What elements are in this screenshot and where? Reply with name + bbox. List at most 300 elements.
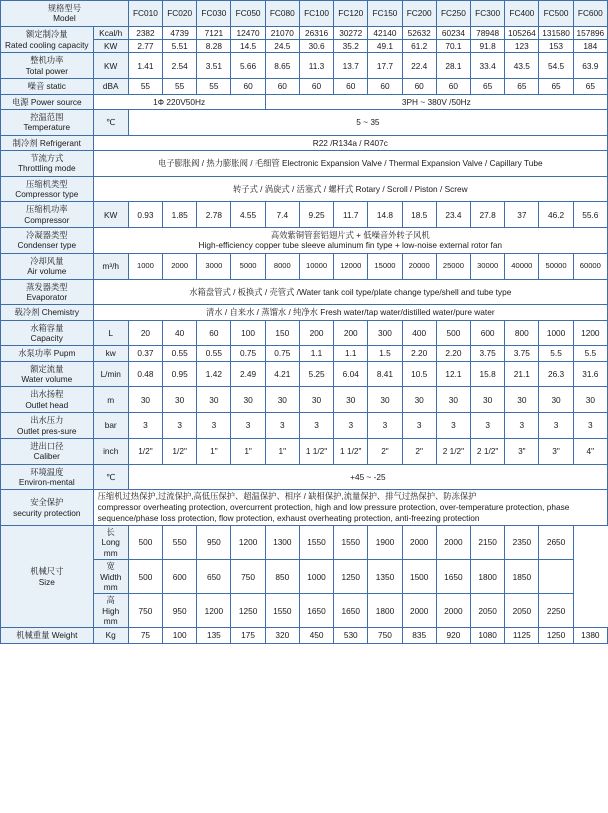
unit-cell: Kg xyxy=(93,628,128,643)
row-label-water-capacity: 水箱容量 Capacity xyxy=(1,320,94,346)
value-cell: 1000 xyxy=(128,253,162,279)
model-cell: FC300 xyxy=(471,1,505,27)
value-cell: 91.8 xyxy=(471,40,505,53)
row-label-water-pump: 水泵功率 Pupm xyxy=(1,346,94,361)
model-cell: FC080 xyxy=(265,1,299,27)
value-cell: 1650 xyxy=(436,560,470,594)
value-cell: 40000 xyxy=(505,253,539,279)
value-cell: 1200 xyxy=(231,526,265,560)
value-cell: 1300 xyxy=(265,526,299,560)
value-cell: 61.2 xyxy=(402,40,436,53)
value-cell: 60 xyxy=(402,79,436,94)
value-cell: 43.5 xyxy=(505,53,539,79)
value-cell: 3 xyxy=(265,413,299,439)
value-cell: 0.55 xyxy=(197,346,231,361)
value-cell: 42140 xyxy=(368,26,402,39)
value-cell: 750 xyxy=(128,594,162,628)
value-cell: 60 xyxy=(334,79,368,94)
row-label-condenser-type: 冷凝器类型 Condenser type xyxy=(1,228,94,254)
value-cell: 24.5 xyxy=(265,40,299,53)
value-cell: 105264 xyxy=(505,26,539,39)
value-cell: 78948 xyxy=(471,26,505,39)
value-cell: 26.3 xyxy=(539,361,573,387)
row-label-compressor-type: 压缩机类型 Compressor type xyxy=(1,176,94,202)
value-cell: 30 xyxy=(163,387,197,413)
value-cell: 55 xyxy=(197,79,231,94)
value-cell: 30 xyxy=(368,387,402,413)
row-label-power-source: 电源 Power source xyxy=(1,94,94,109)
value-cell: 150 xyxy=(265,320,299,346)
row-label-rated-cooling-capacity: 额定制冷量 Rated cooling capacity xyxy=(1,26,94,53)
value-cell: 33.4 xyxy=(471,53,505,79)
value-cell: 1380 xyxy=(573,628,607,643)
value-cell: 920 xyxy=(436,628,470,643)
condenser-type-value: 高效紫铜管套铝翅片式 + 低噪音外转子风机 High-efficiency copper tube sleeve aluminum fin type + low-noise external rotor fan xyxy=(93,228,607,254)
table-row-size-long xyxy=(1,526,608,560)
value-cell: 2050 xyxy=(471,594,505,628)
model-cell: FC100 xyxy=(299,1,333,27)
value-cell: 35.2 xyxy=(334,40,368,53)
unit-cell-high: 高 High mm xyxy=(93,594,128,628)
unit-cell: Kcal/h xyxy=(93,26,128,39)
table-row-water-volume xyxy=(1,361,608,387)
value-cell: 水箱盘管式 / 板换式 / 壳管式 /Water tank coil type/plate change type/shell and tube type xyxy=(93,279,607,305)
value-cell: 3 xyxy=(231,413,265,439)
value-cell: 11.3 xyxy=(299,53,333,79)
value-cell: 60 xyxy=(197,320,231,346)
value-cell: 60 xyxy=(436,79,470,94)
value-cell: 0.95 xyxy=(163,361,197,387)
value-cell: 49.1 xyxy=(368,40,402,53)
value-cell: 18.5 xyxy=(402,202,436,228)
unit-cell-long: 长 Long mm xyxy=(93,526,128,560)
value-cell: 2000 xyxy=(163,253,197,279)
value-cell: 60 xyxy=(299,79,333,94)
value-cell: 65 xyxy=(573,79,607,94)
value-cell: 2650 xyxy=(539,526,573,560)
value-cell: 2350 xyxy=(505,526,539,560)
row-label-outlet-pressure: 出水压力 Outlet pres-sure xyxy=(1,413,94,439)
value-cell: 30 xyxy=(402,387,436,413)
value-cell: 1.42 xyxy=(197,361,231,387)
value-cell: 1.1 xyxy=(299,346,333,361)
value-cell: 1000 xyxy=(299,560,333,594)
value-cell: 6.04 xyxy=(334,361,368,387)
table-row-cooling-kcal xyxy=(1,26,608,39)
row-label-water-volume: 额定流量 Water volume xyxy=(1,361,94,387)
value-cell: 30 xyxy=(231,387,265,413)
value-cell: 23.4 xyxy=(436,202,470,228)
value-cell: 3 xyxy=(368,413,402,439)
value-cell: 1800 xyxy=(471,560,505,594)
value-cell: 400 xyxy=(402,320,436,346)
value-cell: 1.1 xyxy=(334,346,368,361)
table-row-noise xyxy=(1,79,608,94)
table-row-condenser-type xyxy=(1,228,608,254)
row-label-control-temperature: 控温范围 Temperature xyxy=(1,109,94,135)
value-cell: 21070 xyxy=(265,26,299,39)
value-cell: 1.5 xyxy=(368,346,402,361)
value-cell: 1200 xyxy=(573,320,607,346)
table-row-compressor-power xyxy=(1,202,608,228)
row-label-refrigerant: 制冷剂 Refrigerant xyxy=(1,135,94,150)
value-cell: 30 xyxy=(128,387,162,413)
value-cell: 157896 xyxy=(573,26,607,39)
value-cell: 20000 xyxy=(402,253,436,279)
value-cell: 5 ~ 35 xyxy=(128,109,607,135)
value-cell: 750 xyxy=(368,628,402,643)
value-cell: 37 xyxy=(505,202,539,228)
value-cell: 5.25 xyxy=(299,361,333,387)
model-cell: FC200 xyxy=(402,1,436,27)
value-cell: 55.6 xyxy=(573,202,607,228)
value-cell: 65 xyxy=(471,79,505,94)
value-cell: 4.55 xyxy=(231,202,265,228)
value-cell: 1500 xyxy=(402,560,436,594)
value-cell: 2000 xyxy=(436,526,470,560)
value-cell: 1850 xyxy=(505,560,539,594)
unit-cell: KW xyxy=(93,53,128,79)
unit-cell: dBA xyxy=(93,79,128,94)
value-cell: 30000 xyxy=(471,253,505,279)
value-cell: 13.7 xyxy=(334,53,368,79)
models-header: 规格型号 Model xyxy=(1,1,129,27)
model-cell: FC600 xyxy=(573,1,607,27)
value-cell: 1.41 xyxy=(128,53,162,79)
value-cell: 1650 xyxy=(299,594,333,628)
value-cell: 2000 xyxy=(402,526,436,560)
value-cell: 1/2" xyxy=(128,438,162,464)
value-cell: 450 xyxy=(299,628,333,643)
value-cell: 8.28 xyxy=(197,40,231,53)
value-cell: 2.49 xyxy=(231,361,265,387)
unit-cell: m xyxy=(93,387,128,413)
model-cell: FC400 xyxy=(505,1,539,27)
model-cell: FC020 xyxy=(163,1,197,27)
row-label-compressor-power: 压缩机功率 Compressor xyxy=(1,202,94,228)
value-cell: 1" xyxy=(265,438,299,464)
value-cell: 200 xyxy=(299,320,333,346)
table-row-total-power xyxy=(1,53,608,79)
value-cell: 1200 xyxy=(197,594,231,628)
value-cell: 3 xyxy=(471,413,505,439)
value-cell: 转子式 / 涡旋式 / 活塞式 / 螺杆式 Rotary / Scroll / Piston / Screw xyxy=(93,176,607,202)
value-cell: 4.21 xyxy=(265,361,299,387)
value-cell: 175 xyxy=(231,628,265,643)
value-cell: 153 xyxy=(539,40,573,53)
value-cell: 200 xyxy=(334,320,368,346)
value-cell: 20 xyxy=(128,320,162,346)
value-cell: 31.6 xyxy=(573,361,607,387)
value-cell: 14.5 xyxy=(231,40,265,53)
value-cell: 2000 xyxy=(436,594,470,628)
value-cell: 1000 xyxy=(539,320,573,346)
value-cell: 3 xyxy=(436,413,470,439)
value-cell: 4" xyxy=(573,438,607,464)
value-cell: 1080 xyxy=(471,628,505,643)
value-cell: 0.55 xyxy=(163,346,197,361)
value-cell: 2050 xyxy=(505,594,539,628)
value-cell: 7.4 xyxy=(265,202,299,228)
value-cell: 15000 xyxy=(368,253,402,279)
unit-cell: m³/h xyxy=(93,253,128,279)
value-cell: 电子膨胀阀 / 热力膨胀阀 / 毛细管 Electronic Expansion Valve / Thermal Expansion Valve / Capillary Tube xyxy=(93,150,607,176)
table-row-refrigerant xyxy=(1,135,608,150)
table-row-security-protection xyxy=(1,490,608,526)
value-cell: 1650 xyxy=(334,594,368,628)
value-cell: 550 xyxy=(163,526,197,560)
table-row-outlet-pressure xyxy=(1,413,608,439)
value-cell: 30 xyxy=(197,387,231,413)
value-cell: 1" xyxy=(197,438,231,464)
value-cell: 2250 xyxy=(539,594,573,628)
value-cell: 2.54 xyxy=(163,53,197,79)
value-cell: 1 1/2" xyxy=(299,438,333,464)
unit-cell: KW xyxy=(93,40,128,53)
table-row-water-pump xyxy=(1,346,608,361)
value-cell: 2" xyxy=(368,438,402,464)
value-cell: 12470 xyxy=(231,26,265,39)
value-cell: 11.7 xyxy=(334,202,368,228)
value-cell: 30 xyxy=(573,387,607,413)
value-cell: 27.8 xyxy=(471,202,505,228)
value-cell: 600 xyxy=(163,560,197,594)
value-cell: 50000 xyxy=(539,253,573,279)
row-label-security-protection: 安全保护 security protection xyxy=(1,490,94,526)
value-cell: 5.66 xyxy=(231,53,265,79)
value-cell: 60 xyxy=(231,79,265,94)
value-cell: 1" xyxy=(231,438,265,464)
unit-cell: KW xyxy=(93,202,128,228)
value-cell: 3 xyxy=(402,413,436,439)
value-cell: 60234 xyxy=(436,26,470,39)
value-cell: 12000 xyxy=(334,253,368,279)
value-cell: 70.1 xyxy=(436,40,470,53)
unit-cell: L xyxy=(93,320,128,346)
row-label-total-power: 整机功率 Total power xyxy=(1,53,94,79)
value-cell: R22 /R134a / R407c xyxy=(93,135,607,150)
value-cell: 123 xyxy=(505,40,539,53)
value-cell: 1 1/2" xyxy=(334,438,368,464)
value-cell: 30272 xyxy=(334,26,368,39)
value-cell: 8.41 xyxy=(368,361,402,387)
value-cell: 17.7 xyxy=(368,53,402,79)
value-cell: 131580 xyxy=(539,26,573,39)
value-cell xyxy=(539,560,573,594)
value-cell: 30 xyxy=(539,387,573,413)
value-cell: 5.5 xyxy=(539,346,573,361)
value-cell: +45 ~ -25 xyxy=(128,464,607,490)
value-cell: 3000 xyxy=(197,253,231,279)
value-cell: 300 xyxy=(368,320,402,346)
value-cell: 3.75 xyxy=(505,346,539,361)
value-cell: 1550 xyxy=(299,526,333,560)
row-label-throttling: 节流方式 Throttling mode xyxy=(1,150,94,176)
value-cell: 100 xyxy=(163,628,197,643)
value-cell: 1.85 xyxy=(163,202,197,228)
value-cell: 3 xyxy=(197,413,231,439)
value-cell: 15.8 xyxy=(471,361,505,387)
value-cell: 63.9 xyxy=(573,53,607,79)
value-cell: 9.25 xyxy=(299,202,333,228)
value-cell: 8000 xyxy=(265,253,299,279)
value-cell: 500 xyxy=(436,320,470,346)
value-cell: 3.75 xyxy=(471,346,505,361)
table-row-air-volume xyxy=(1,253,608,279)
value-cell: 52632 xyxy=(402,26,436,39)
value-cell: 3.51 xyxy=(197,53,231,79)
value-cell: 500 xyxy=(128,560,162,594)
value-cell: 5.5 xyxy=(573,346,607,361)
value-cell: 30 xyxy=(471,387,505,413)
model-cell: FC050 xyxy=(231,1,265,27)
model-cell: FC250 xyxy=(436,1,470,27)
value-cell: 2382 xyxy=(128,26,162,39)
unit-cell: ℃ xyxy=(93,464,128,490)
row-label-noise: 噪音 static xyxy=(1,79,94,94)
value-cell: 3" xyxy=(539,438,573,464)
value-cell: 750 xyxy=(231,560,265,594)
value-cell: 4739 xyxy=(163,26,197,39)
value-cell: 21.1 xyxy=(505,361,539,387)
value-cell: 22.4 xyxy=(402,53,436,79)
value-cell: 30 xyxy=(436,387,470,413)
model-cell: FC010 xyxy=(128,1,162,27)
power-source-single-phase: 1Ф 220V50Hz xyxy=(93,94,265,109)
value-cell: 30 xyxy=(265,387,299,413)
value-cell: 3 xyxy=(505,413,539,439)
value-cell: 65 xyxy=(539,79,573,94)
value-cell: 3 xyxy=(128,413,162,439)
unit-cell: bar xyxy=(93,413,128,439)
value-cell: 1350 xyxy=(368,560,402,594)
value-cell: 8.65 xyxy=(265,53,299,79)
table-row-environment-temperature xyxy=(1,464,608,490)
security-protection-value: 压缩机过热保护,过流保护,高低压保护、超温保护、相序 / 缺相保护,流量保护、排气过热保护、防冻保护 compressor overheating protection, overcurrent protection, high and low pressure protection, over-temperature protection, phase sequence/phase loss protection, flow protection, exhaust overheating protection, anti-freezing protection xyxy=(93,490,607,526)
value-cell: 10.5 xyxy=(402,361,436,387)
row-label-air-volume: 冷却风量 Air volume xyxy=(1,253,94,279)
value-cell: 3 xyxy=(163,413,197,439)
value-cell: 320 xyxy=(265,628,299,643)
value-cell: 1800 xyxy=(368,594,402,628)
value-cell: 10000 xyxy=(299,253,333,279)
value-cell: 2" xyxy=(402,438,436,464)
model-cell: FC030 xyxy=(197,1,231,27)
value-cell: 3 xyxy=(539,413,573,439)
value-cell: 2150 xyxy=(471,526,505,560)
unit-cell-width: 宽 Width mm xyxy=(93,560,128,594)
power-source-three-phase: 3PH ~ 380V /50Hz xyxy=(265,94,607,109)
value-cell: 1125 xyxy=(505,628,539,643)
value-cell: 1550 xyxy=(334,526,368,560)
value-cell: 650 xyxy=(197,560,231,594)
value-cell: 60000 xyxy=(573,253,607,279)
value-cell: 2.77 xyxy=(128,40,162,53)
value-cell: 30 xyxy=(334,387,368,413)
value-cell: 100 xyxy=(231,320,265,346)
value-cell: 30 xyxy=(505,387,539,413)
value-cell: 2.20 xyxy=(436,346,470,361)
value-cell: 0.75 xyxy=(231,346,265,361)
value-cell: 500 xyxy=(128,526,162,560)
value-cell: 14.8 xyxy=(368,202,402,228)
value-cell: 950 xyxy=(197,526,231,560)
value-cell: 25000 xyxy=(436,253,470,279)
table-row-chemistry xyxy=(1,305,608,320)
value-cell: 0.75 xyxy=(265,346,299,361)
value-cell: 2 1/2" xyxy=(471,438,505,464)
value-cell: 12.1 xyxy=(436,361,470,387)
value-cell: 30 xyxy=(299,387,333,413)
value-cell: 54.5 xyxy=(539,53,573,79)
model-cell: FC150 xyxy=(368,1,402,27)
table-row-water-capacity xyxy=(1,320,608,346)
table-row-evaporator xyxy=(1,279,608,305)
unit-cell: L/min xyxy=(93,361,128,387)
row-label-evaporator: 蒸发器类型 Evaporator xyxy=(1,279,94,305)
value-cell: 600 xyxy=(471,320,505,346)
value-cell: 3 xyxy=(334,413,368,439)
table-row-control-temperature xyxy=(1,109,608,135)
value-cell: 55 xyxy=(163,79,197,94)
value-cell: 26316 xyxy=(299,26,333,39)
value-cell: 40 xyxy=(163,320,197,346)
value-cell: 60 xyxy=(265,79,299,94)
unit-cell: ℃ xyxy=(93,109,128,135)
value-cell: 5000 xyxy=(231,253,265,279)
value-cell: 1250 xyxy=(231,594,265,628)
value-cell: 1250 xyxy=(539,628,573,643)
value-cell: 1900 xyxy=(368,526,402,560)
value-cell: 184 xyxy=(573,40,607,53)
value-cell: 60 xyxy=(368,79,402,94)
model-cell: FC120 xyxy=(334,1,368,27)
value-cell: 1550 xyxy=(265,594,299,628)
row-label-chemistry: 载冷剂 Chemistry xyxy=(1,305,94,320)
value-cell: 7121 xyxy=(197,26,231,39)
value-cell: 5.51 xyxy=(163,40,197,53)
unit-cell: kw xyxy=(93,346,128,361)
value-cell: 2.78 xyxy=(197,202,231,228)
value-cell: 75 xyxy=(128,628,162,643)
row-label-weight: 机械重量 Weight xyxy=(1,628,94,643)
table-row-weight xyxy=(1,628,608,643)
table-row-caliber xyxy=(1,438,608,464)
value-cell: 28.1 xyxy=(436,53,470,79)
value-cell: 65 xyxy=(505,79,539,94)
row-label-environment-temperature: 环境温度 Environ-mental xyxy=(1,464,94,490)
value-cell: 清水 / 自来水 / 蒸馏水 / 纯净水 Fresh water/tap water/distilled water/pure water xyxy=(93,305,607,320)
value-cell: 530 xyxy=(334,628,368,643)
value-cell: 2000 xyxy=(402,594,436,628)
value-cell: 850 xyxy=(265,560,299,594)
row-label-caliber: 进出口径 Caliber xyxy=(1,438,94,464)
value-cell: 950 xyxy=(163,594,197,628)
value-cell: 55 xyxy=(128,79,162,94)
table-row-throttling xyxy=(1,150,608,176)
row-label-size: 机械尺寸 Size xyxy=(1,526,94,628)
model-cell: FC500 xyxy=(539,1,573,27)
unit-cell: inch xyxy=(93,438,128,464)
value-cell: 30.6 xyxy=(299,40,333,53)
value-cell: 46.2 xyxy=(539,202,573,228)
table-row-outlet-head xyxy=(1,387,608,413)
value-cell: 1250 xyxy=(334,560,368,594)
value-cell: 800 xyxy=(505,320,539,346)
table-row-power-source xyxy=(1,94,608,109)
value-cell: 0.93 xyxy=(128,202,162,228)
value-cell: 3 xyxy=(299,413,333,439)
